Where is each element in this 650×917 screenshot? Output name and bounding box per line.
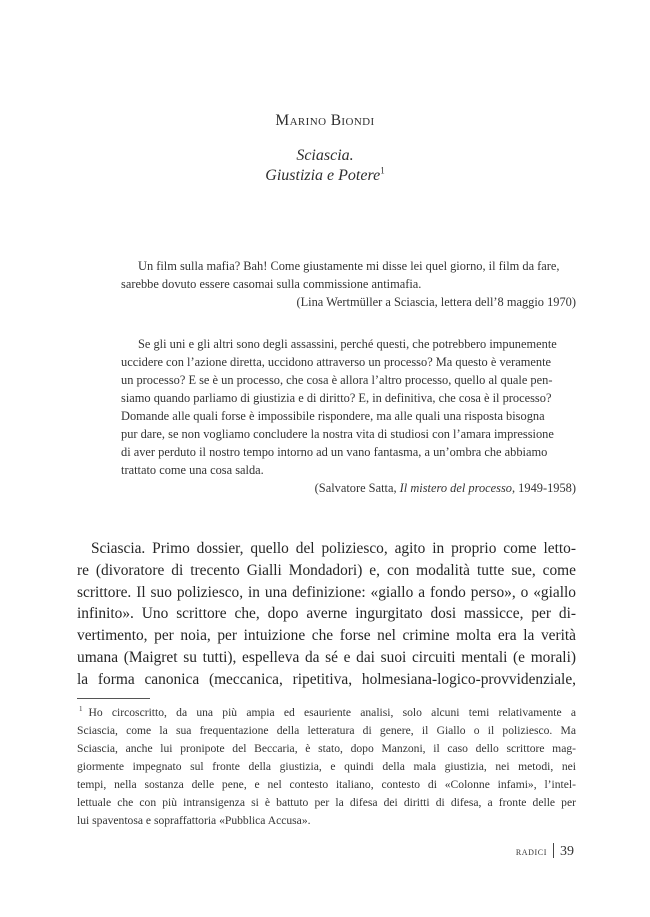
author-name: Marino Biondi (275, 112, 375, 129)
body-line: vertimento, per noia, per intuizione che forse nel crimine molta era la verità (77, 627, 576, 645)
attribution-suffix: , 1949-1958) (511, 481, 576, 495)
title-line-1: Sciascia. (296, 147, 354, 164)
footnote (77, 704, 576, 830)
epigraph-line: siamo quando parliamo di giustizia e di diritto? E, in definitiva, che cosa è il processo? (121, 391, 552, 405)
body-line: la forma canonica (meccanica, ripetitiva, holmesiana-logico-provvidenziale, (77, 670, 576, 688)
epigraph-line: Un film sulla mafia? Bah! Come giustamente mi disse lei quel giorno, il film da fare, (138, 259, 560, 273)
attribution-prefix: (Salvatore Satta, (314, 481, 400, 495)
footnote-line-text: Ho circoscritto, da una più ampia ed esauriente analisi, solo alcuni temi relativamente a (88, 706, 576, 719)
essay-title (0, 146, 650, 186)
title-footnote-ref[interactable]: 1 (380, 165, 385, 176)
footnote-line (77, 704, 576, 722)
title-line-2 (0, 166, 650, 186)
body-line: umana (Maigret su tutti), espelleva da sé e dai suoi circuiti mentali (e morali) (77, 648, 576, 666)
footnote-separator (77, 698, 150, 699)
footnote-line: lui spaventosa e sopraffattoria «Pubblica Accusa». (77, 814, 311, 827)
body-line: scrittore. Il suo poliziesco, in una definizione: «giallo a fondo perso», o «giallo (77, 583, 576, 601)
running-footer (516, 843, 574, 860)
footnote-line: tempi, nella sostanza delle pene, e nel contesto italiano, contesto di «Colonne infami», l’intel- (77, 778, 576, 791)
body-line: re (divoratore di trecento Gialli Mondadori) e, con modalità tutte sue, come (77, 561, 576, 579)
footnote-line: giormente impegnato sul fronte della giustizia, e quindi della mala giustizia, nei metodi, nei (77, 760, 576, 773)
footer-divider (553, 843, 554, 858)
page-number: 39 (560, 844, 574, 859)
footnote-line: Sciascia, come la sua frequentazione della letteratura di genere, il Giallo o il poliziesco. Ma (77, 724, 576, 737)
epigraph-line: uccidere con l’azione diretta, uccidono attraverso un processo? Ma questo è veramente (121, 355, 552, 369)
epigraph-wertmuller (121, 257, 576, 311)
attribution-work-title: Il mistero del processo (399, 481, 512, 495)
epigraph-line: sarebbe dovuto essere casomai sulla commissione antimafia. (121, 277, 422, 291)
footnote-line: lettuale che con più intransigenza si è battuto per la difesa dei diritti di difesa, a fronte delle per (77, 796, 576, 809)
epigraph-line: Se gli uni e gli altri sono degli assassini, perché questi, che potrebbero impunemente (138, 337, 557, 351)
body-line: Sciascia. Primo dossier, quello del poliziesco, agito in proprio come letto- (91, 540, 576, 557)
journal-name: radici (515, 846, 547, 858)
epigraph-attribution (121, 479, 576, 497)
epigraph-satta (121, 335, 576, 497)
body-paragraph (77, 538, 576, 691)
epigraph-line: un processo? E se è un processo, che cosa è allora l’altro processo, quello al quale pen- (121, 373, 553, 387)
epigraph-attribution: (Lina Wertmüller a Sciascia, lettera dell’8 maggio 1970) (296, 295, 576, 309)
body-line: infinito». Uno scrittore che, dopo averne ingurgitato dosi massicce, per di- (77, 605, 576, 623)
epigraph-line: di aver perduto il nostro tempo intorno ad un vano fantasma, a un’ombra che abbiamo (121, 445, 548, 459)
epigraph-line: trattato come una cosa salda. (121, 463, 264, 477)
epigraph-line: pur dare, se non vogliamo concludere la nostra vita di studiosi con l’amara impressione (121, 427, 554, 441)
footnote-line: Sciascia, anche lui pronipote del Beccaria, è stato, dopo Manzoni, il caso dello scrittore mag- (77, 742, 576, 755)
epigraph-line: Domande alle quali forse è impossibile rispondere, ma alle quali una risposta bisogna (121, 409, 545, 423)
title-line-2-text: Giustizia e Potere (265, 167, 381, 184)
footnote-number: 1 (79, 705, 83, 714)
